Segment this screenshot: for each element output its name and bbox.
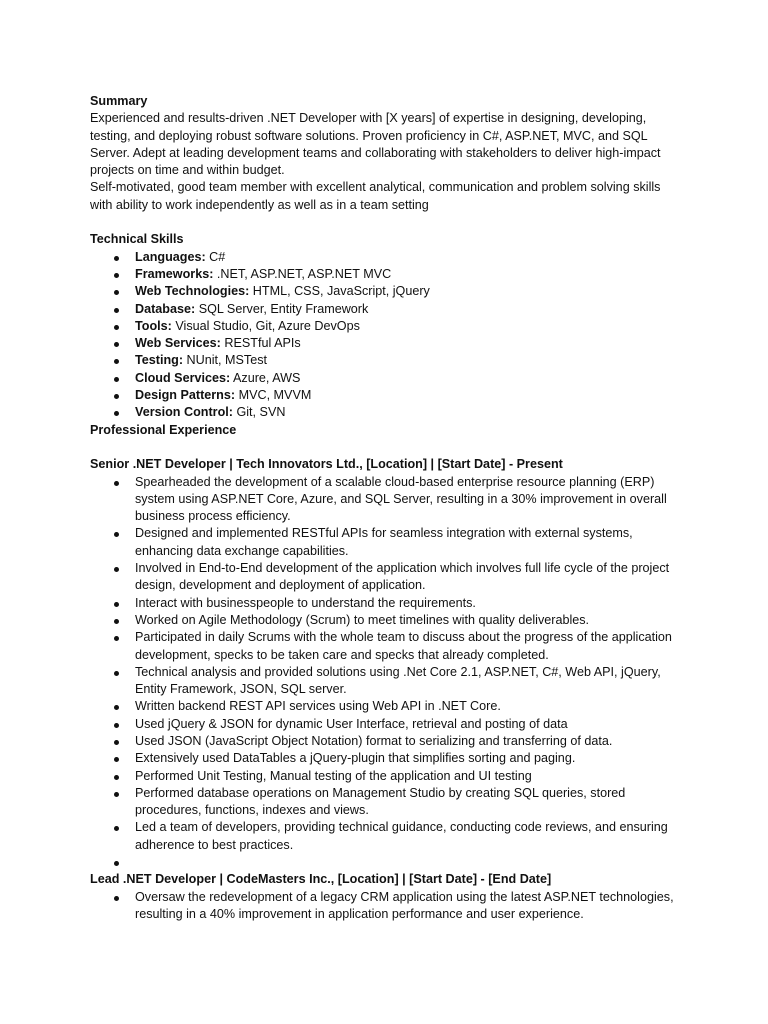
skill-value: RESTful APIs: [220, 336, 301, 351]
skill-item: [90, 335, 680, 352]
list-item: Participated in daily Scrums with the whole team to discuss about the progress of the application development, specks to be taken care and specks that already completed.: [90, 629, 680, 664]
skill-item: [90, 249, 680, 266]
list-item: Interact with businesspeople to understand the requirements.: [90, 595, 680, 612]
skill-label: Frameworks:: [135, 266, 214, 281]
technical-skills-heading: Technical Skills: [90, 232, 184, 247]
skill-label: Cloud Services:: [135, 370, 231, 385]
skill-item: [90, 266, 680, 283]
job-title-lead-developer: Lead .NET Developer | CodeMasters Inc., [Location] | [Start Date] - [End Date]: [90, 872, 552, 887]
summary-paragraph-2: Self-motivated, good team member with excellent analytical, communication and problem solving skills with ability to work independently as well as in a team setting: [90, 180, 661, 212]
skill-item: [90, 352, 680, 369]
list-item: Spearheaded the development of a scalable cloud-based enterprise resource planning (ERP) system using ASP.NET Core, Azure, and SQL Server, resulting in a 30% improvement in overall business process efficiency.: [90, 474, 680, 526]
list-item: Used JSON (JavaScript Object Notation) format to serializing and transferring of data.: [90, 733, 680, 750]
empty-list-item: [90, 854, 680, 871]
skill-label: Web Technologies:: [135, 284, 250, 299]
skill-label: Version Control:: [135, 405, 233, 420]
skill-value: Git, SVN: [232, 405, 286, 420]
skill-label: Tools:: [135, 318, 172, 333]
job-title-senior-developer: Senior .NET Developer | Tech Innovators Ltd., [Location] | [Start Date] - Present: [90, 457, 563, 472]
list-item: Technical analysis and provided solutions using .Net Core 2.1, ASP.NET, C#, Web API, jQuery, Entity Framework, JSON, SQL server.: [90, 664, 680, 699]
skill-item: [90, 370, 680, 387]
list-item: Written backend REST API services using Web API in .NET Core.: [90, 698, 680, 715]
skill-value: MVC, MVVM: [235, 388, 312, 403]
skill-value: C#: [205, 249, 226, 264]
professional-experience-heading: Professional Experience: [90, 422, 237, 437]
list-item: Performed Unit Testing, Manual testing of the application and UI testing: [90, 768, 680, 785]
skill-value: SQL Server, Entity Framework: [195, 301, 369, 316]
list-item: Led a team of developers, providing technical guidance, conducting code reviews, and ensuring adherence to best practices.: [90, 819, 680, 854]
skill-label: Testing:: [135, 353, 184, 368]
job2-bullet-list: [90, 889, 680, 924]
list-item: Performed database operations on Management Studio by creating SQL queries, stored procedures, functions, indexes and views.: [90, 785, 680, 820]
job1-bullet-list: [90, 474, 680, 872]
skill-label: Web Services:: [135, 336, 221, 351]
list-item: Worked on Agile Methodology (Scrum) to meet timelines with quality deliverables.: [90, 612, 680, 629]
skill-item: [90, 318, 680, 335]
skill-item: [90, 387, 680, 404]
skill-value: Azure, AWS: [230, 370, 301, 385]
skill-item: [90, 404, 680, 421]
list-item: Involved in End-to-End development of the application which involves full life cycle of the project design, development and deployment of application.: [90, 560, 680, 595]
list-item: Extensively used DataTables a jQuery-plugin that simplifies sorting and paging.: [90, 750, 680, 767]
skills-list: [90, 249, 680, 422]
list-item: Used jQuery & JSON for dynamic User Interface, retrieval and posting of data: [90, 716, 680, 733]
skill-value: NUnit, MSTest: [183, 353, 268, 368]
list-item: Designed and implemented RESTful APIs for seamless integration with external systems, enhancing data exchange capabilities.: [90, 525, 680, 560]
skill-label: Languages:: [135, 249, 206, 264]
skill-value: HTML, CSS, JavaScript, jQuery: [249, 284, 430, 299]
resume-page: [90, 93, 680, 923]
skill-label: Database:: [135, 301, 196, 316]
summary-heading: Summary: [90, 94, 148, 108]
skill-item: [90, 301, 680, 318]
summary-paragraph: Experienced and results-driven .NET Developer with [X years] of expertise in designing, developing, testing, and deploying robust software solutions. Proven proficiency in C#, ASP.NET, MVC, and SQL Server. Adept at leading development teams and collaborating with stakeholders to deliver high-impact projects on time and within budget.: [90, 111, 661, 178]
skill-value: .NET, ASP.NET, ASP.NET MVC: [213, 266, 392, 281]
skill-item: [90, 283, 680, 300]
skill-value: Visual Studio, Git, Azure DevOps: [171, 318, 360, 333]
list-item: Oversaw the redevelopment of a legacy CRM application using the latest ASP.NET technologies, resulting in a 40% improvement in application performance and user experience.: [90, 889, 680, 924]
skill-label: Design Patterns:: [135, 388, 236, 403]
